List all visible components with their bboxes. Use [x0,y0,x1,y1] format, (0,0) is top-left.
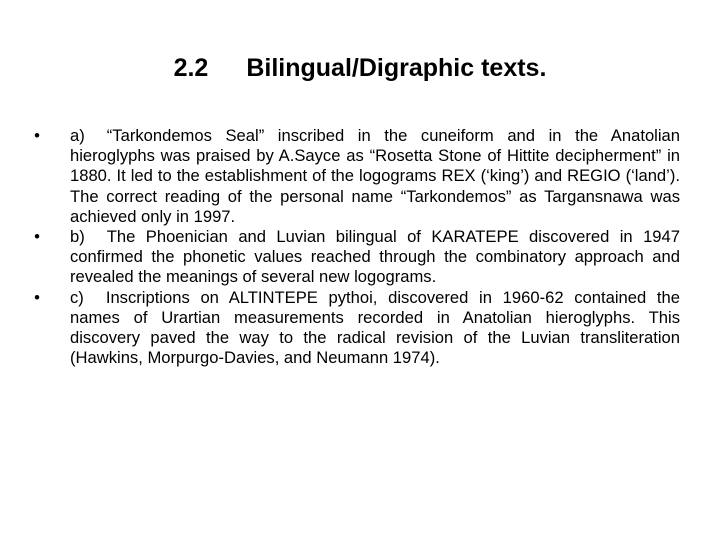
section-number: 2.2 [173,54,209,82]
bullet-list [30,126,680,368]
item-marker: c) [70,287,84,307]
bullet-item-c [30,288,680,369]
bullet-dot-icon: • [34,227,40,247]
title-text: Bilingual/Digraphic texts. [246,54,547,82]
bullet-item-b [30,227,680,288]
item-text: The Phoenician and Luvian bilingual of KARATEPE discovered in 1947 confirmed the phonetic values reached through the combinatory approach and revealed the meanings of several new logograms. [70,227,680,287]
bullet-dot-icon: • [34,287,40,307]
item-marker: a) [70,126,85,145]
bullet-item-a [30,126,680,227]
item-text: “Tarkondemos Seal” inscribed in the cuneiform and in the Anatolian hieroglyphs was praised by A.Sayce as “Rosetta Stone of Hittite decipherment” in 1880. It led to the establishment of the logograms REX (‘king’) and REGIO (‘land’). The correct reading of the personal name “Tarkondemos” as Targansnawa was achieved only in 1997. [70,126,680,226]
item-text: Inscriptions on ALTINTEPE pythoi, discovered in 1960-62 contained the names of Urartian measurements recorded in Anatolian hieroglyphs. This discovery paved the way to the radical revision of the Luvian transliteration (Hawkins, Morpurgo-Davies, and Neumann 1974). [70,287,680,368]
slide-title [0,50,720,86]
item-marker: b) [70,227,85,247]
bullet-dot-icon: • [34,126,40,145]
